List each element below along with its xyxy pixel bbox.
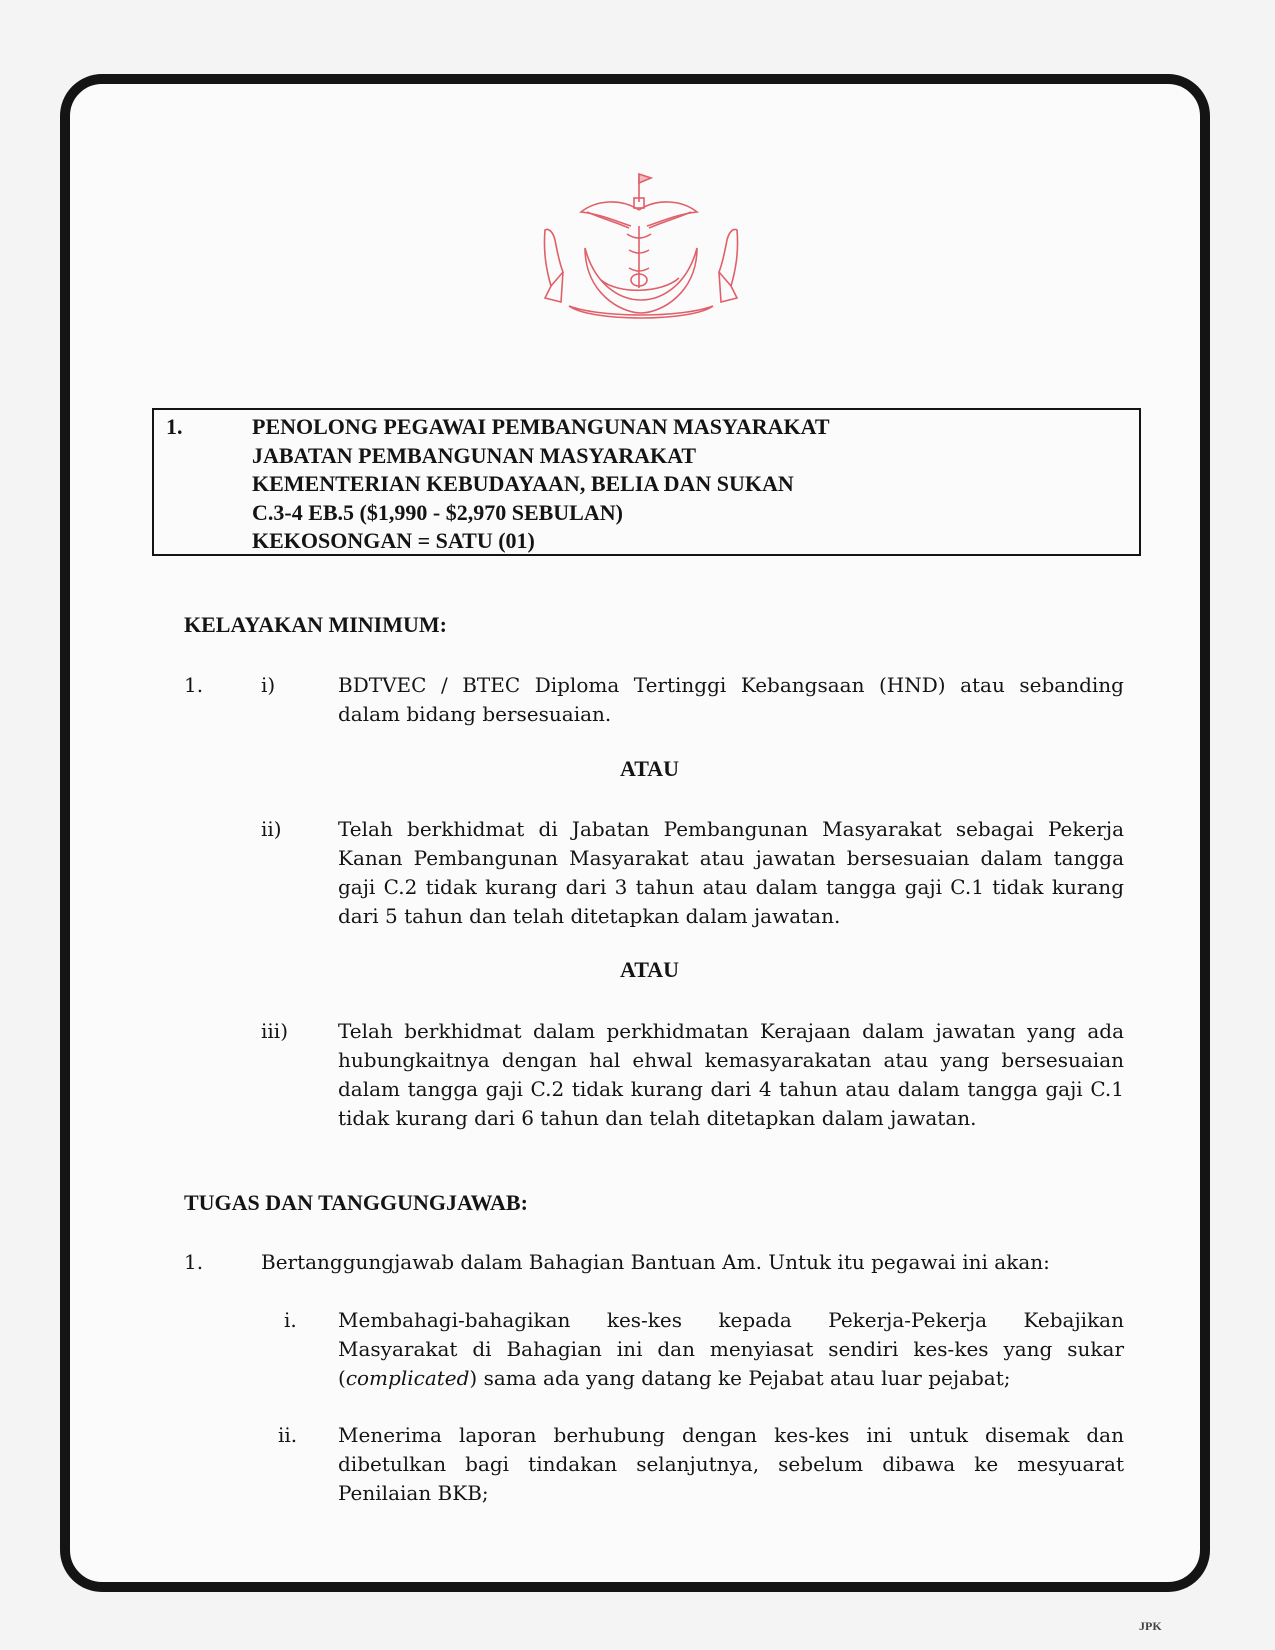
kelayakan-item-label: i) — [261, 673, 276, 697]
title-number: 1. — [166, 414, 183, 439]
kelayakan-item-label: iii) — [261, 1019, 288, 1043]
kelayakan-item-label: ii) — [261, 817, 282, 841]
tugas-heading: TUGAS DAN TANGGUNGJAWAB: — [184, 1190, 528, 1215]
kelayakan-item-text: BDTVEC / BTEC Diploma Tertinggi Kebangsaan (HND) atau sebanding dalam bidang bersesuaian. — [338, 673, 1124, 726]
tugas-item-text-before: Membahagi-bahagikan kes-kes kepada Pekerja-Pekerja Kebajikan Masyarakat di Bahagian ini dan menyiasat sendiri kes-kes yang sukar ( — [338, 1308, 1124, 1390]
title-position-name: PENOLONG PEGAWAI PEMBANGUNAN MASYARAKAT — [252, 414, 830, 439]
tugas-number: 1. — [184, 1250, 204, 1274]
title-ministry: KEMENTERIAN KEBUDAYAAN, BELIA DAN SUKAN — [252, 471, 794, 497]
atau-separator: ATAU — [620, 957, 680, 982]
tugas-item-label: ii. — [278, 1423, 298, 1447]
title-department: JABATAN PEMBANGUNAN MASYARAKAT — [252, 442, 697, 468]
title-vacancy: KEKOSONGAN = SATU (01) — [252, 528, 535, 554]
tugas-intro: Bertanggungjawab dalam Bahagian Bantuan Am. Untuk itu pegawai ini akan: — [261, 1250, 1050, 1274]
title-salary-scale: C.3-4 EB.5 ($1,990 - $2,970 SEBULAN) — [252, 499, 623, 525]
tugas-item-text: Menerima laporan berhubung dengan kes-kes ini untuk disemak dan dibetulkan bagi tindakan selanjutnya, sebelum dibawa ke mesyuarat Penilaian BKB; — [338, 1423, 1124, 1505]
atau-separator: ATAU — [620, 756, 680, 781]
kelayakan-item-text: Telah berkhidmat di Jabatan Pembangunan Masyarakat sebagai Pekerja Kanan Pembangunan Masyarakat atau jawatan bersesuaian dalam tangga gaji C.2 tidak kurang dari 3 tahun atau dalam tangga gaji C.1 tidak kurang dari 5 tahun dan telah ditetapkan dalam jawatan. — [338, 817, 1124, 928]
footer-code: JPK — [1139, 1619, 1162, 1633]
tugas-item-text-italic: complicated — [345, 1366, 470, 1390]
brunei-crest-icon — [541, 168, 741, 326]
tugas-item-label: i. — [284, 1308, 297, 1332]
kelayakan-item-text: Telah berkhidmat dalam perkhidmatan Kerajaan dalam jawatan yang ada hubungkaitnya dengan hal ehwal kemasyarakatan atau yang bersesuaian dalam tangga gaji C.2 tidak kurang dari 4 tahun atau dalam tangga gaji C.1 tidak kurang dari 6 tahun dan telah ditetapkan dalam jawatan. — [338, 1019, 1124, 1130]
tugas-item-text-after: ) sama ada yang datang ke Pejabat atau luar pejabat; — [469, 1366, 1011, 1390]
title-lines — [252, 413, 1112, 556]
kelayakan-number: 1. — [184, 673, 204, 697]
position-title-box — [152, 408, 1141, 556]
kelayakan-heading: KELAYAKAN MINIMUM: — [184, 612, 447, 637]
tugas-item-text — [338, 1306, 1124, 1393]
